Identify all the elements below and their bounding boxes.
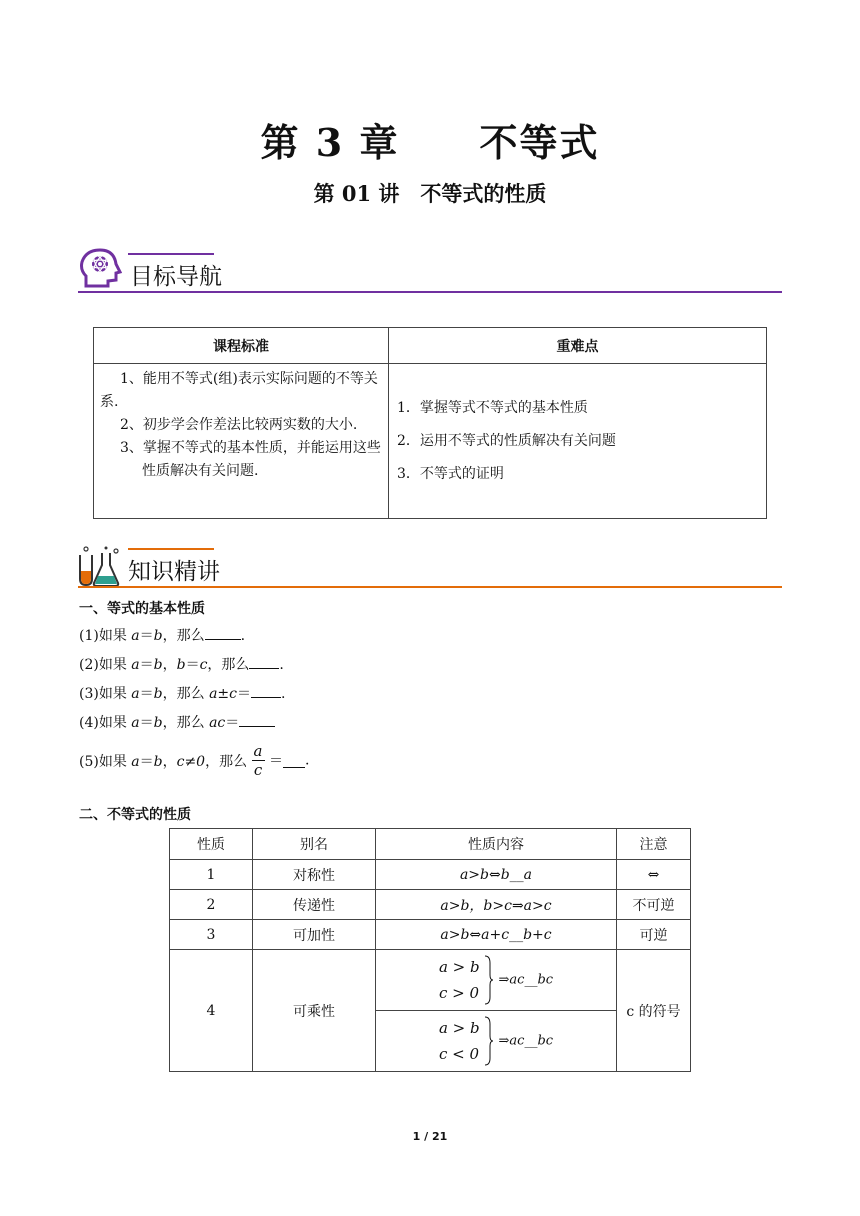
part2-heading: 二、不等式的性质 [79, 807, 191, 823]
equality-item-1: (1)如果 a＝b，那么 . [79, 625, 245, 645]
answer-blank[interactable] [251, 683, 281, 698]
table-row: 3 可加性 a>b⇔a+c__b+c 可逆 [170, 920, 691, 950]
equality-item-2: (2)如果 a＝b，b＝c，那么 . [79, 654, 284, 674]
table-row: 4 可乘性 a > b c > 0 ⇒ac__bc c 的符号 [170, 950, 691, 1011]
standard-item: 1、能用不等式(组)表示实际问题的不等关系. [100, 371, 378, 410]
answer-blank[interactable] [239, 712, 275, 727]
standard-item: 2、初步学会作差法比较两实数的大小. [120, 417, 358, 433]
keypoint-item: 3．不等式的证明 [397, 466, 504, 482]
keypoint-item: 1．掌握等式不等式的基本性质 [397, 400, 588, 416]
table-row: 2 传递性 a>b，b>c⇒a>c 不可逆 [170, 890, 691, 920]
knowledge-rule [78, 586, 782, 588]
inequality-properties-table [169, 828, 691, 1072]
flask-icon [76, 545, 124, 589]
goals-col-keypoints: 重难点 [389, 328, 767, 364]
multiply-case-positive: a > b c > 0 ⇒ac__bc [376, 950, 617, 1011]
col-note: 注意 [617, 829, 691, 860]
answer-blank[interactable] [205, 625, 241, 640]
chapter-title: 第 3 章 不等式 [260, 120, 600, 165]
equality-item-3: (3)如果 a＝b，那么 a±c＝ . [79, 683, 285, 703]
goals-col-standards: 课程标准 [94, 328, 389, 364]
lesson-title: 第 01 讲 不等式的性质 [313, 181, 547, 206]
answer-blank[interactable] [249, 654, 279, 669]
right-brace-icon [484, 955, 494, 1005]
right-brace-icon [484, 1016, 494, 1066]
col-property: 性质 [170, 829, 253, 860]
keypoints-cell [389, 364, 767, 519]
col-alias: 别名 [253, 829, 376, 860]
equality-item-4: (4)如果 a＝b，那么 ac＝ [79, 712, 275, 732]
page-number: 1 / 21 [412, 1130, 448, 1143]
answer-blank[interactable] [283, 753, 305, 768]
goals-rule [78, 291, 782, 293]
standards-cell [94, 364, 389, 519]
knowledge-heading: 知识精讲 [128, 559, 220, 585]
standard-item: 3、掌握不等式的基本性质，并能运用这些性质解决有关问题. [120, 440, 381, 479]
multiply-case-negative: a > b c < 0 ⇒ac__bc [376, 1011, 617, 1072]
fraction: $\frac{a}{c}$ [253, 742, 263, 779]
keypoint-item: 2．运用不等式的性质解决有关问题 [397, 433, 616, 449]
goals-top-rule [128, 253, 214, 255]
part1-heading: 一、等式的基本性质 [79, 601, 205, 617]
goals-table [93, 327, 767, 519]
table-row: 1 对称性 a>b⇔b__a ⇔ [170, 860, 691, 890]
equality-item-5: (5)如果 a＝b，c≠0，那么 $\frac{a}{c}$ ＝ . [79, 742, 310, 779]
brain-icon [78, 246, 122, 290]
knowledge-top-rule [128, 548, 214, 550]
goals-heading: 目标导航 [130, 264, 222, 290]
col-content: 性质内容 [376, 829, 617, 860]
